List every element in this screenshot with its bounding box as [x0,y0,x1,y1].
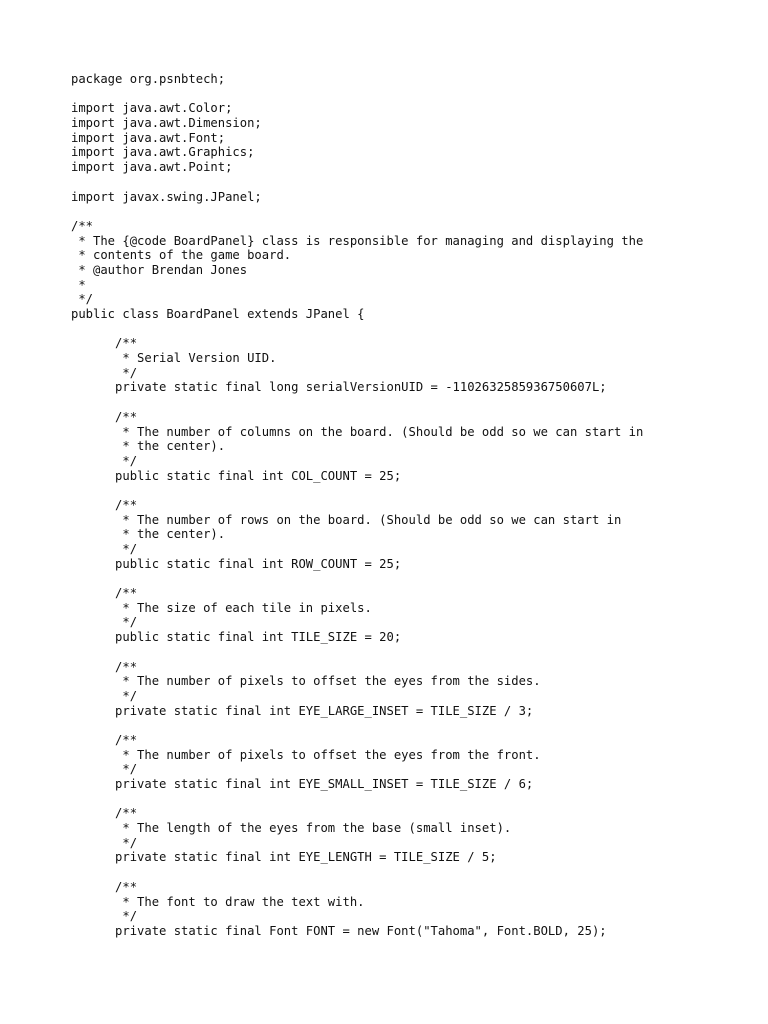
code-line [71,175,643,190]
code-line: * The font to draw the text with. [71,894,365,909]
code-line: * The length of the eyes from the base (small inset). [71,821,512,836]
code-line: * The number of rows on the board. (Should be odd so we can start in [71,512,622,527]
code-listing [71,72,643,939]
code-line: /** [71,497,138,512]
code-line: * The number of pixels to offset the eyes from the front. [71,747,541,762]
code-line [71,483,643,498]
code-line: public class BoardPanel extends JPanel { [71,307,365,321]
code-line: import java.awt.Dimension; [71,116,262,131]
code-line: package org.psnbtech; [71,72,226,86]
code-line: private static final int EYE_SMALL_INSET = TILE_SIZE / 6; [71,777,534,791]
code-line: */ [71,365,138,380]
code-line: private static final Font FONT = new Font("Tahoma", Font.BOLD, 25); [71,923,607,938]
code-line: */ [71,909,138,924]
code-line [71,718,643,733]
code-line [71,792,643,807]
code-line [71,87,643,102]
code-line [71,204,643,219]
code-line: /** [71,806,138,821]
code-line: private static final int EYE_LENGTH = TILE_SIZE / 5; [71,850,497,865]
code-line: */ [71,615,138,630]
code-line: * contents of the game board. [71,248,292,263]
code-line: * the center). [71,439,226,454]
code-line [71,645,643,660]
code-line: public static final int COL_COUNT = 25; [71,468,402,483]
code-line: * @author Brendan Jones [71,262,248,277]
code-line: /** [71,336,138,351]
code-line: * The number of columns on the board. (Should be odd so we can start in [71,424,644,439]
code-line: */ [71,542,138,556]
code-line: * The size of each tile in pixels. [71,600,372,615]
code-line: * [71,277,86,292]
code-line: import java.awt.Font; [71,130,226,145]
code-line: public static final int TILE_SIZE = 20; [71,630,402,645]
code-line: import javax.swing.JPanel; [71,189,262,204]
code-line [71,395,643,410]
code-line: */ [71,688,138,703]
code-line: /** [71,586,138,601]
code-line [71,322,643,337]
code-line: */ [71,835,138,850]
code-line: public static final int ROW_COUNT = 25; [71,556,402,571]
code-line: */ [71,762,138,777]
code-line: /** [71,879,138,894]
code-line: * the center). [71,527,226,542]
code-line: /** [71,732,138,747]
code-line: * The number of pixels to offset the eyes from the sides. [71,674,541,689]
code-line: /** [71,409,138,424]
code-line: import java.awt.Point; [71,160,233,175]
code-line: /** [71,218,94,233]
code-line: * Serial Version UID. [71,351,277,366]
code-line: import java.awt.Graphics; [71,145,255,160]
code-line: /** [71,659,138,674]
code-line [71,865,643,880]
code-line: import java.awt.Color; [71,101,233,116]
code-line: */ [71,292,94,307]
code-line: */ [71,453,138,468]
code-line [71,571,643,586]
code-line: private static final long serialVersionUID = -1102632585936750607L; [71,380,607,395]
code-line: * The {@code BoardPanel} class is responsible for managing and displaying the [71,233,644,248]
code-line: private static final int EYE_LARGE_INSET = TILE_SIZE / 3; [71,703,534,718]
